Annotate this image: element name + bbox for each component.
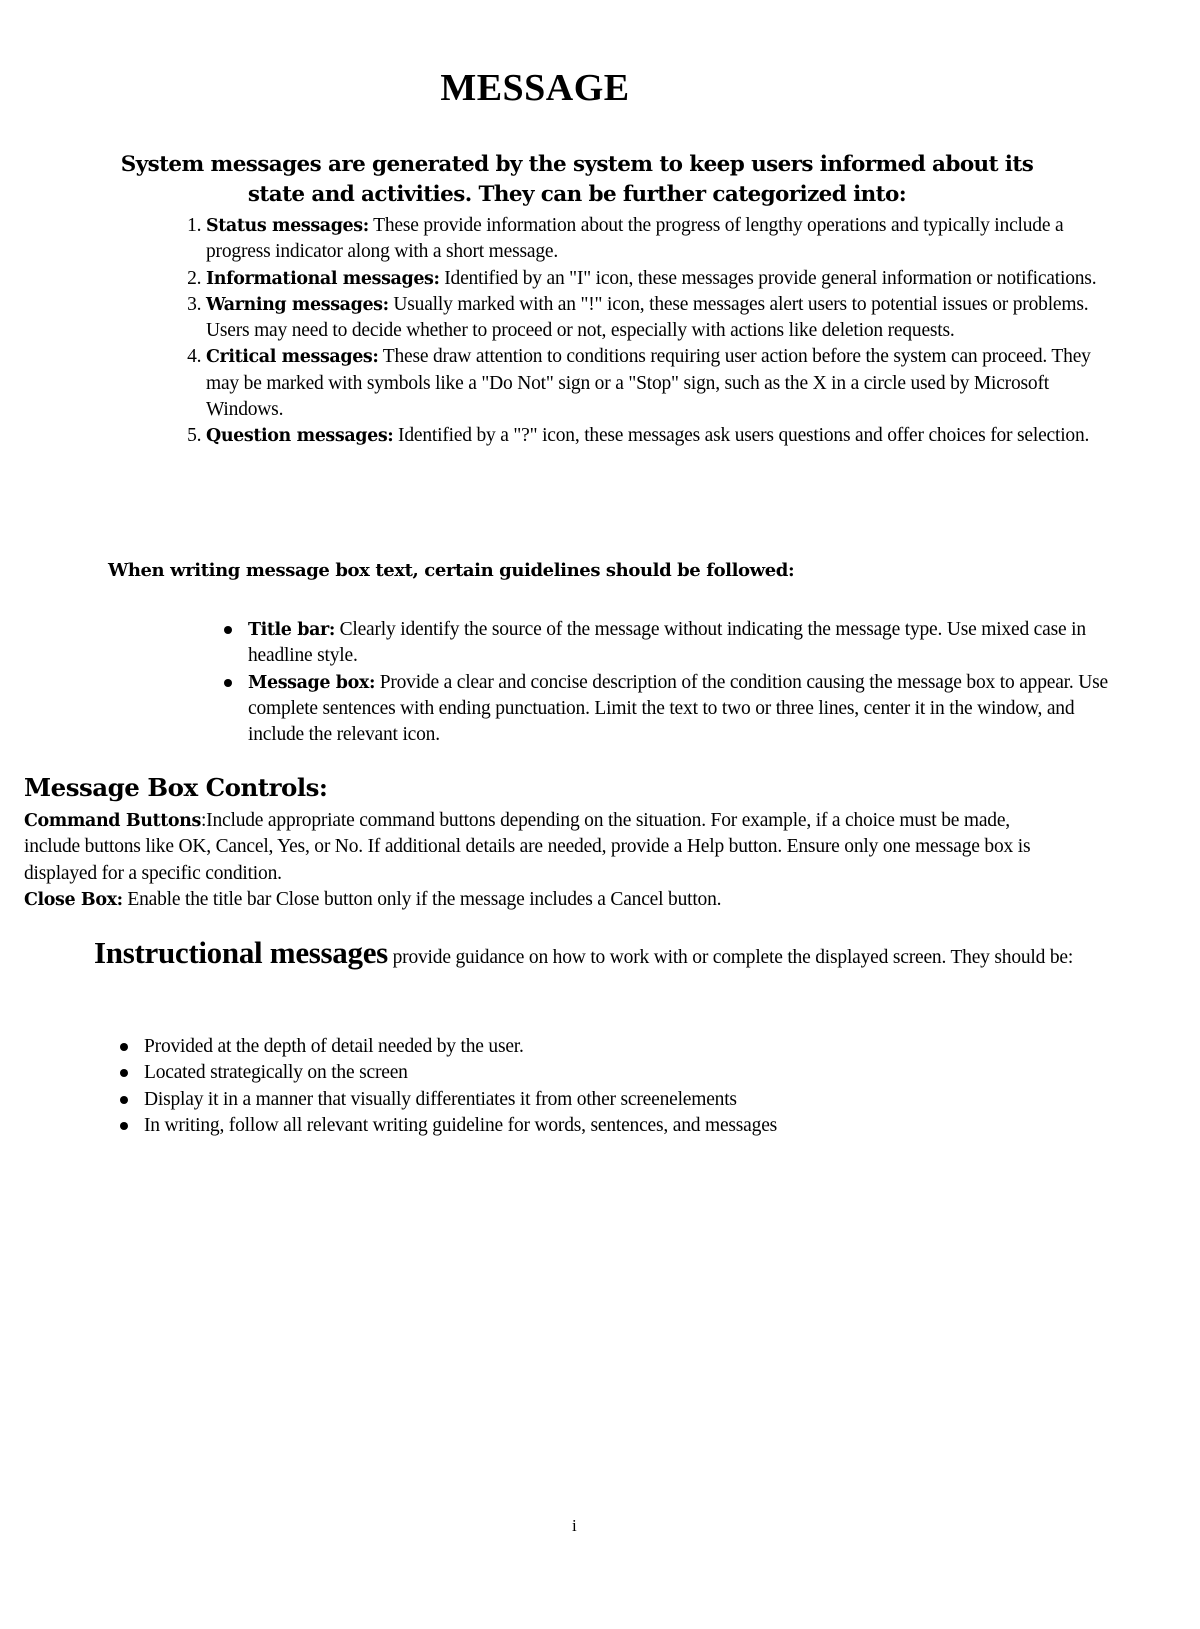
command-buttons-paragraph [24,808,1064,887]
item-label: Warning messages: [206,294,389,315]
guidelines-intro: When writing message box text, certain guidelines should be followed: [108,560,795,581]
list-item [206,344,1106,423]
message-box-controls-heading: Message Box Controls: [24,773,328,802]
item-label: Critical messages: [206,347,379,368]
item-text: These draw attention to conditions requiring user action before the system can proceed. They may be marked with symbols like a "Do Not" sign or a "Stop" sign, such as the X in a circle used by Microsoft Windows. [206,346,1091,421]
close-box-label: Close Box: [24,889,123,910]
list-item: Display it in a manner that visually differentiates it from other screenelements [144,1087,1104,1113]
item-text: Provide a clear and concise description of the condition causing the message box to appear. Use complete sentences with ending punctuation. Limit the text to two or three lines, center it in the window, and include the relevant icon. [248,671,1108,746]
page-title: MESSAGE [440,67,630,109]
close-box-text: Enable the title bar Close button only if the message includes a Cancel button. [122,888,722,910]
list-item [206,292,1106,345]
item-label: Title bar: [248,620,335,640]
item-text: These provide information about the progress of lengthy operations and typically include a progress indicator along with a short message. [206,215,1064,263]
list-item: In writing, follow all relevant writing guideline for words, sentences, and messages [144,1113,1104,1139]
item-text: Identified by an "I" icon, these messages provide general information or notifications. [439,267,1097,289]
page-number: i [572,1516,577,1535]
instructional-text: provide guidance on how to work with or complete the displayed screen. They should be: [387,947,1074,968]
list-item [206,423,1106,449]
guidelines-list [210,617,1108,748]
item-text: Usually marked with an "!" icon, these messages alert users to potential issues or problems. Users may need to decide whether to proceed or not, especially with actions like deletion requests. [206,293,1089,342]
item-label: Message box: [248,672,376,693]
intro-paragraph: System messages are generated by the system to keep users informed about its state and activities. They can be further categorized into: [120,152,1034,207]
item-label: Status messages: [206,216,369,236]
close-box-paragraph [24,887,1064,913]
command-buttons-label: Command Buttons [24,811,201,831]
list-item [206,266,1106,292]
message-box-controls-body [24,808,1064,913]
list-item: Located strategically on the screen [144,1060,1104,1086]
list-item [248,670,1108,749]
command-buttons-text: :Include appropriate command buttons depending on the situation. For example, if a choice must be made, include buttons like OK, Cancel, Yes, or No. If additional details are needed, provide a Help button. Ensure only one message box is displayed for a specific condition. [24,810,1031,884]
item-label: Informational messages: [206,268,440,289]
instructional-list [106,1034,1104,1139]
item-text: Identified by a "?" icon, these messages ask users questions and offer choices for selection. [393,425,1090,447]
list-item: Provided at the depth of detail needed by the user. [144,1034,1104,1060]
instructional-paragraph [94,935,1074,973]
message-types-list [168,213,1106,450]
instructional-title: Instructional messages [94,935,388,970]
list-item [206,213,1106,266]
list-item [248,617,1108,670]
item-label: Question messages: [206,426,394,447]
item-text: Clearly identify the source of the message without indicating the message type. Use mixed case in headline style. [248,619,1086,667]
